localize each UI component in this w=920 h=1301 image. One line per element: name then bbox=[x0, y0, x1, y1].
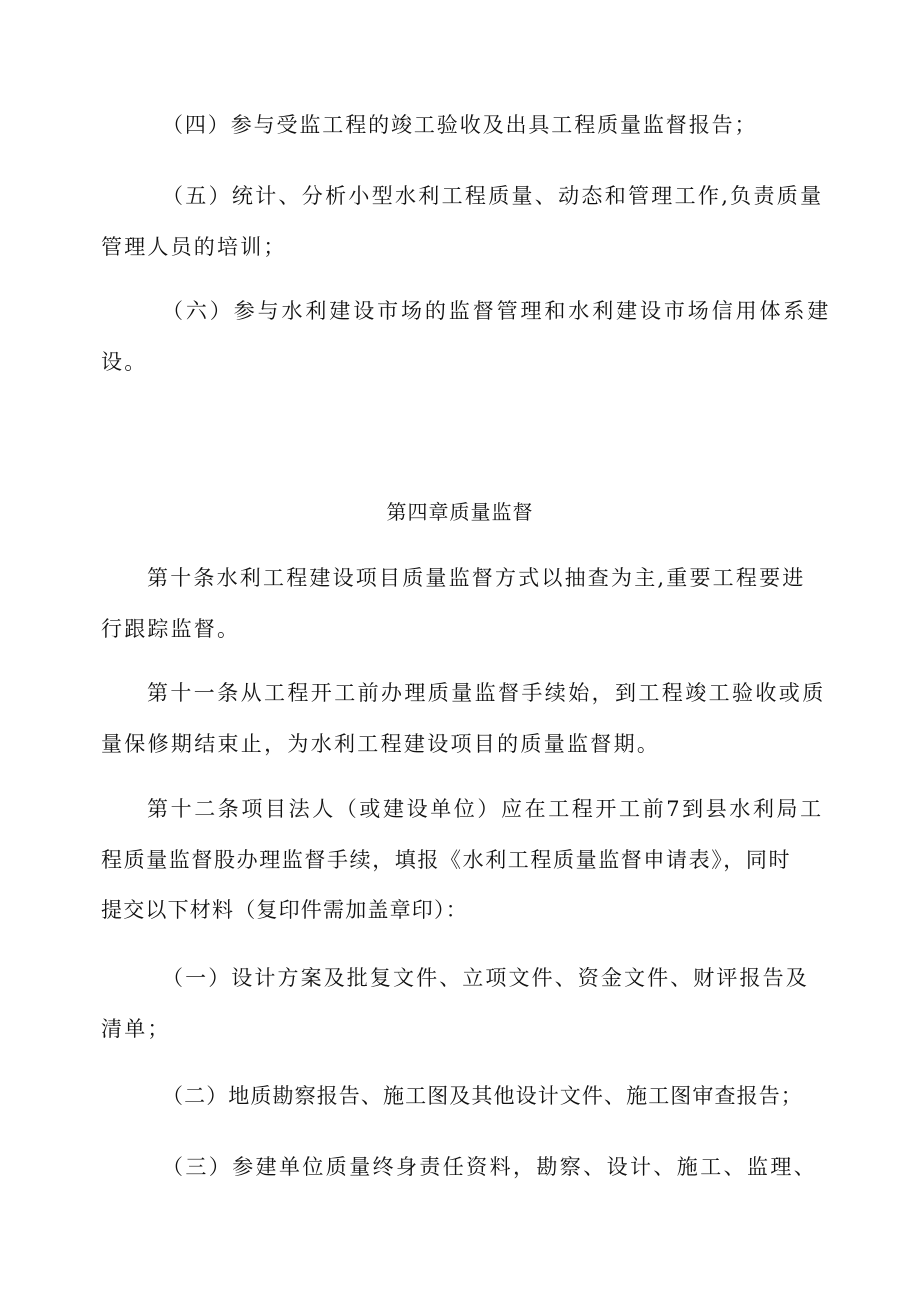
item-six-line-1: （六）参与水利建设市场的监督管理和水利建设市场信用体系建 bbox=[162, 299, 832, 323]
material-two-line-1: （二）地质勘察报告、施工图及其他设计文件、施工图审查报告； bbox=[162, 1084, 803, 1108]
article-11-line-2: 量保修期结束止，为水利工程建设项目的质量监督期。 bbox=[101, 732, 661, 756]
article-12-line-3: 提交以下材料（复印件需加盖章印）： bbox=[101, 898, 468, 922]
article-10-line-2: 行跟踪监督。 bbox=[101, 617, 241, 641]
material-three-line-1: （三）参建单位质量终身责任资料，勘察、设计、施工、监理、 bbox=[162, 1155, 818, 1179]
chapter-title: 第四章质量监督 bbox=[386, 500, 534, 524]
article-12-line-1: 第十二条项目法人（或建设单位）应在工程开工前7到县水利局工 bbox=[147, 797, 824, 821]
material-one-line-2: 清单； bbox=[101, 1017, 171, 1041]
article-11-line-1: 第十一条从工程开工前办理质量监督手续始，到工程竣工验收或质 bbox=[147, 681, 826, 705]
item-six-line-2: 设。 bbox=[101, 350, 148, 374]
item-four-line-1: （四）参与受监工程的竣工验收及出具工程质量监督报告； bbox=[162, 113, 758, 137]
item-five-line-2: 管理人员的培训； bbox=[101, 235, 287, 259]
item-five-line-1: （五）统计、分析小型水利工程质量、动态和管理工作,负责质量 bbox=[162, 184, 824, 208]
article-10-line-1: 第十条水利工程建设项目质量监督方式以抽查为主,重要工程要进 bbox=[147, 566, 806, 590]
article-12-line-2: 程质量监督股办理监督手续，填报《水利工程质量监督申请表》，同时 bbox=[101, 848, 792, 872]
material-one-line-1: （一）设计方案及批复文件、立项文件、资金文件、财评报告及 bbox=[162, 966, 809, 990]
